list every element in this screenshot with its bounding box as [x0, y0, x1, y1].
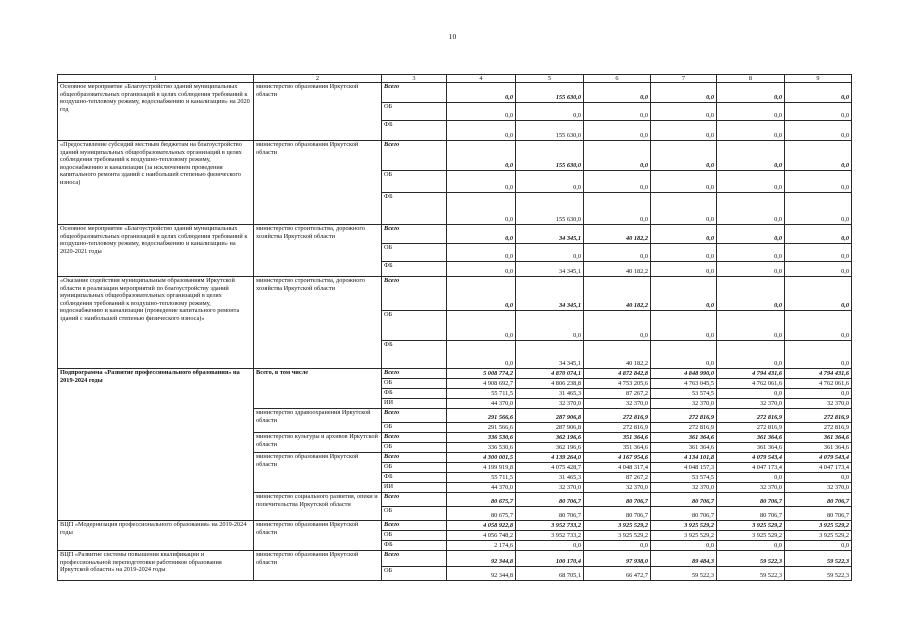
amount-cell: 32 370,0: [717, 399, 785, 409]
program-name-cell: ВЦП «Модернизация профессионального образования» на 2019-2024 годы: [58, 521, 254, 551]
amount-cell: 0,0: [651, 262, 717, 277]
amount-cell: 272 816,9: [584, 423, 651, 433]
amount-cell: 97 938,0: [584, 551, 651, 567]
amount-cell: 32 370,0: [516, 483, 584, 493]
amount-cell: 361 364,6: [717, 433, 785, 443]
amount-cell: 32 370,0: [651, 483, 717, 493]
amount-cell: 80 706,7: [651, 493, 717, 507]
amount-cell: 0,0: [651, 121, 717, 141]
funding-source-cell: ОБ: [382, 567, 447, 581]
amount-cell: 4 762 061,6: [785, 379, 852, 389]
amount-cell: 0,0: [584, 244, 651, 262]
executor-cell: министерство образования Иркутской области: [254, 141, 382, 225]
table-row: [58, 83, 852, 103]
amount-cell: 4 199 919,8: [447, 463, 516, 473]
amount-cell: 92 344,8: [447, 567, 516, 581]
executor-cell: министерство образования Иркутской области: [254, 83, 382, 141]
amount-cell: 3 925 529,2: [584, 521, 651, 531]
funding-source-cell: ОБ: [382, 311, 447, 341]
amount-cell: 0,0: [785, 121, 852, 141]
amount-cell: 4 056 748,2: [447, 531, 516, 541]
amount-cell: 272 816,9: [717, 423, 785, 433]
funding-source-cell: Всего: [382, 277, 447, 311]
amount-cell: 32 370,0: [785, 399, 852, 409]
table-row: [58, 551, 852, 567]
funding-source-cell: Всего: [382, 369, 447, 379]
amount-cell: 291 566,6: [447, 409, 516, 423]
amount-cell: 3 952 733,2: [516, 521, 584, 531]
funding-source-cell: ОБ: [382, 531, 447, 541]
amount-cell: 3 925 529,2: [651, 521, 717, 531]
amount-cell: 0,0: [447, 171, 516, 193]
funding-source-cell: ОБ: [382, 507, 447, 521]
program-name-cell: Основное мероприятие «Благоустройство зданий муниципальных общеобразовательных организаций в целях соблюдения требований к воздушно-тепловому режиму, водоснабжению и канализации» на 2020-2021 годы: [58, 225, 254, 277]
amount-cell: 4 048 317,4: [584, 463, 651, 473]
amount-cell: 0,0: [651, 541, 717, 551]
amount-cell: 5 008 774,2: [447, 369, 516, 379]
header-row: [58, 75, 852, 83]
amount-cell: 4 763 045,5: [651, 379, 717, 389]
amount-cell: 287 906,8: [516, 423, 584, 433]
funding-source-cell: ФБ: [382, 341, 447, 369]
funding-source-cell: ОБ: [382, 379, 447, 389]
funding-source-cell: Всего: [382, 521, 447, 531]
amount-cell: 0,0: [651, 341, 717, 369]
funding-source-cell: Всего: [382, 225, 447, 244]
funding-source-cell: ОБ: [382, 443, 447, 453]
amount-cell: 32 370,0: [584, 399, 651, 409]
amount-cell: 0,0: [717, 473, 785, 483]
amount-cell: 66 472,7: [584, 567, 651, 581]
amount-cell: 272 816,9: [785, 409, 852, 423]
amount-cell: 0,0: [584, 121, 651, 141]
amount-cell: 4 134 101,8: [651, 453, 717, 463]
amount-cell: 291 566,6: [447, 423, 516, 433]
amount-cell: 0,0: [651, 103, 717, 121]
table-row: [58, 369, 852, 379]
amount-cell: 0,0: [447, 103, 516, 121]
amount-cell: 0,0: [584, 171, 651, 193]
amount-cell: 0,0: [651, 141, 717, 171]
amount-cell: 287 906,8: [516, 409, 584, 423]
amount-cell: 361 364,6: [785, 433, 852, 443]
funding-source-cell: Всего: [382, 433, 447, 443]
amount-cell: 80 706,7: [717, 507, 785, 521]
amount-cell: 0,0: [516, 171, 584, 193]
amount-cell: 55 711,5: [447, 473, 516, 483]
amount-cell: 155 630,0: [516, 83, 584, 103]
amount-cell: 32 370,0: [516, 399, 584, 409]
amount-cell: 3 925 529,2: [717, 521, 785, 531]
amount-cell: 0,0: [785, 541, 852, 551]
amount-cell: 362 196,6: [516, 443, 584, 453]
amount-cell: 0,0: [584, 311, 651, 341]
funding-source-cell: ФБ: [382, 121, 447, 141]
amount-cell: 351 364,6: [584, 443, 651, 453]
header-cell: 3: [382, 75, 447, 83]
funding-source-cell: ФБ: [382, 262, 447, 277]
amount-cell: 362 196,6: [516, 433, 584, 443]
program-name-cell: Основное мероприятие «Благоустройство зданий муниципальных общеобразовательных организаций в целях соблюдения требований к воздушно-тепловому режиму, водоснабжению и канализации» на 2020 год: [58, 83, 254, 141]
amount-cell: 32 370,0: [584, 483, 651, 493]
amount-cell: 4 762 061,6: [717, 379, 785, 389]
amount-cell: 4 058 922,8: [447, 521, 516, 531]
amount-cell: 3 925 529,2: [584, 531, 651, 541]
amount-cell: 32 370,0: [651, 399, 717, 409]
amount-cell: 44 370,0: [447, 483, 516, 493]
amount-cell: 0,0: [516, 311, 584, 341]
amount-cell: 0,0: [717, 171, 785, 193]
amount-cell: 80 706,7: [516, 493, 584, 507]
header-cell: 4: [447, 75, 516, 83]
program-name-cell: Подпрограмма «Развитие профессионального образования» на 2019-2024 годы: [58, 369, 254, 521]
amount-cell: 0,0: [717, 311, 785, 341]
amount-cell: 0,0: [785, 262, 852, 277]
funding-source-cell: Всего: [382, 493, 447, 507]
header-cell: 9: [785, 75, 852, 83]
program-name-cell: «Предоставление субсидий местным бюджетам на благоустройство зданий муниципальных общеобразовательных организаций в целях соблюдения требований к воздушно-тепловому режиму, водоснабжению и канализации (за исключением проведения капитального ремонта зданий с наибольшей степенью физического износа): [58, 141, 254, 225]
table-row: [58, 277, 852, 311]
funding-source-cell: Всего: [382, 409, 447, 423]
program-name-cell: ВЦП «Развитие системы повышения квалификации и профессиональной переподготовки работников образования Иркутской области» на 2019-2024 годы: [58, 551, 254, 581]
amount-cell: 4 870 074,1: [516, 369, 584, 379]
amount-cell: 361 364,6: [651, 443, 717, 453]
amount-cell: 0,0: [717, 225, 785, 244]
amount-cell: 0,0: [651, 193, 717, 225]
amount-cell: 272 816,9: [717, 409, 785, 423]
amount-cell: 92 344,8: [447, 551, 516, 567]
amount-cell: 0,0: [447, 244, 516, 262]
amount-cell: 0,0: [584, 193, 651, 225]
amount-cell: 0,0: [717, 141, 785, 171]
amount-cell: 0,0: [785, 244, 852, 262]
amount-cell: 53 574,5: [651, 473, 717, 483]
funding-source-cell: ФБ: [382, 541, 447, 551]
amount-cell: 0,0: [785, 141, 852, 171]
executor-cell: министерство социального развития, опеки и попечительства Иркутской области: [254, 493, 382, 521]
amount-cell: 68 705,1: [516, 567, 584, 581]
amount-cell: 272 816,9: [584, 409, 651, 423]
amount-cell: 40 182,2: [584, 341, 651, 369]
amount-cell: 0,0: [717, 389, 785, 399]
amount-cell: 4 079 543,4: [717, 453, 785, 463]
amount-cell: 32 370,0: [785, 483, 852, 493]
executor-cell: министерство строительства, дорожного хозяйства Иркутской области: [254, 225, 382, 277]
amount-cell: 0,0: [785, 193, 852, 225]
amount-cell: 0,0: [651, 171, 717, 193]
amount-cell: 0,0: [785, 311, 852, 341]
amount-cell: 155 630,0: [516, 121, 584, 141]
amount-cell: 0,0: [447, 225, 516, 244]
amount-cell: 31 465,3: [516, 389, 584, 399]
table-row: [58, 225, 852, 244]
amount-cell: 272 816,9: [785, 423, 852, 433]
amount-cell: 53 574,5: [651, 389, 717, 399]
amount-cell: 80 706,7: [651, 507, 717, 521]
amount-cell: 0,0: [717, 83, 785, 103]
amount-cell: 4 908 692,7: [447, 379, 516, 389]
amount-cell: 0,0: [447, 141, 516, 171]
amount-cell: 0,0: [584, 141, 651, 171]
amount-cell: 80 675,7: [447, 493, 516, 507]
amount-cell: 3 925 529,2: [785, 521, 852, 531]
amount-cell: 4 075 428,7: [516, 463, 584, 473]
funding-source-cell: ИИ: [382, 483, 447, 493]
amount-cell: 80 675,7: [447, 507, 516, 521]
amount-cell: 336 530,6: [447, 433, 516, 443]
amount-cell: 4 139 264,0: [516, 453, 584, 463]
amount-cell: 80 706,7: [785, 507, 852, 521]
amount-cell: 80 706,7: [584, 507, 651, 521]
amount-cell: 0,0: [651, 83, 717, 103]
amount-cell: 55 711,5: [447, 389, 516, 399]
executor-cell: Всего, в том числе: [254, 369, 382, 409]
amount-cell: 155 630,0: [516, 141, 584, 171]
amount-cell: 0,0: [584, 103, 651, 121]
amount-cell: 0,0: [447, 83, 516, 103]
table-row: [58, 141, 852, 171]
amount-cell: 0,0: [651, 244, 717, 262]
amount-cell: 4 167 954,6: [584, 453, 651, 463]
amount-cell: 87 267,2: [584, 473, 651, 483]
amount-cell: 4 753 205,6: [584, 379, 651, 389]
executor-cell: министерство здравоохранения Иркутской области: [254, 409, 382, 433]
amount-cell: 87 267,2: [584, 389, 651, 399]
amount-cell: 31 465,3: [516, 473, 584, 483]
amount-cell: 0,0: [785, 171, 852, 193]
amount-cell: 0,0: [447, 311, 516, 341]
amount-cell: 0,0: [717, 103, 785, 121]
amount-cell: 155 630,0: [516, 193, 584, 225]
amount-cell: 0,0: [717, 277, 785, 311]
funding-source-cell: ОБ: [382, 103, 447, 121]
executor-cell: министерство образования Иркутской области: [254, 551, 382, 581]
amount-cell: 3 925 529,2: [785, 531, 852, 541]
amount-cell: 0,0: [785, 225, 852, 244]
amount-cell: 336 530,6: [447, 443, 516, 453]
amount-cell: 0,0: [717, 193, 785, 225]
funding-source-cell: Всего: [382, 83, 447, 103]
amount-cell: 0,0: [447, 262, 516, 277]
amount-cell: 4 300 001,5: [447, 453, 516, 463]
amount-cell: 3 952 733,2: [516, 531, 584, 541]
amount-cell: 44 370,0: [447, 399, 516, 409]
funding-source-cell: ФБ: [382, 473, 447, 483]
amount-cell: 80 706,7: [717, 493, 785, 507]
header-cell: 6: [584, 75, 651, 83]
funding-source-cell: ОБ: [382, 171, 447, 193]
amount-cell: 4 794 431,6: [785, 369, 852, 379]
amount-cell: 40 182,2: [584, 225, 651, 244]
amount-cell: 0,0: [785, 83, 852, 103]
amount-cell: 0,0: [785, 473, 852, 483]
table-row: [58, 521, 852, 531]
funding-source-cell: ФБ: [382, 389, 447, 399]
amount-cell: 4 848 990,0: [651, 369, 717, 379]
amount-cell: 4 794 431,6: [717, 369, 785, 379]
amount-cell: 2 174,6: [447, 541, 516, 551]
amount-cell: 4 872 842,8: [584, 369, 651, 379]
amount-cell: 0,0: [447, 277, 516, 311]
amount-cell: 0,0: [447, 121, 516, 141]
amount-cell: 89 484,3: [651, 551, 717, 567]
header-cell: 8: [717, 75, 785, 83]
amount-cell: 34 345,1: [516, 341, 584, 369]
amount-cell: 0,0: [584, 541, 651, 551]
amount-cell: 80 706,7: [516, 507, 584, 521]
amount-cell: 0,0: [717, 121, 785, 141]
amount-cell: 3 925 529,2: [717, 531, 785, 541]
amount-cell: 80 706,7: [584, 493, 651, 507]
amount-cell: 351 364,6: [584, 433, 651, 443]
amount-cell: 0,0: [785, 341, 852, 369]
amount-cell: 0,0: [447, 341, 516, 369]
executor-cell: министерство культуры и архивов Иркутской области: [254, 433, 382, 453]
funding-source-cell: ФБ: [382, 193, 447, 225]
amount-cell: 361 364,6: [651, 433, 717, 443]
funding-source-cell: ОБ: [382, 463, 447, 473]
amount-cell: 0,0: [516, 244, 584, 262]
amount-cell: 4 079 543,4: [785, 453, 852, 463]
amount-cell: 0,0: [717, 341, 785, 369]
executor-cell: министерство образования Иркутской области: [254, 521, 382, 551]
amount-cell: 0,0: [584, 83, 651, 103]
amount-cell: 80 706,7: [785, 493, 852, 507]
amount-cell: 272 816,9: [651, 423, 717, 433]
funding-source-cell: ОБ: [382, 244, 447, 262]
amount-cell: 4 806 238,8: [516, 379, 584, 389]
amount-cell: 59 522,3: [717, 551, 785, 567]
header-cell: 1: [58, 75, 254, 83]
amount-cell: 0,0: [717, 244, 785, 262]
amount-cell: 0,0: [785, 389, 852, 399]
amount-cell: 272 816,9: [651, 409, 717, 423]
amount-cell: 0,0: [516, 103, 584, 121]
amount-cell: 0,0: [717, 262, 785, 277]
amount-cell: 0,0: [785, 277, 852, 311]
amount-cell: 0,0: [516, 541, 584, 551]
amount-cell: 59 522,3: [717, 567, 785, 581]
funding-table: [57, 74, 852, 581]
page-number: 10: [448, 32, 457, 41]
funding-source-cell: ОБ: [382, 423, 447, 433]
amount-cell: 0,0: [651, 225, 717, 244]
amount-cell: 100 170,4: [516, 551, 584, 567]
funding-source-cell: Всего: [382, 453, 447, 463]
amount-cell: 34 345,1: [516, 225, 584, 244]
executor-cell: министерство образования Иркутской области: [254, 453, 382, 493]
amount-cell: 4 048 157,3: [651, 463, 717, 473]
amount-cell: 59 522,3: [651, 567, 717, 581]
header-cell: 7: [651, 75, 717, 83]
funding-source-cell: Всего: [382, 141, 447, 171]
executor-cell: министерство строительства, дорожного хозяйства Иркутской области: [254, 277, 382, 369]
amount-cell: 4 047 173,4: [717, 463, 785, 473]
amount-cell: 34 345,1: [516, 277, 584, 311]
amount-cell: 32 370,0: [717, 483, 785, 493]
amount-cell: 4 047 173,4: [785, 463, 852, 473]
amount-cell: 361 364,6: [717, 443, 785, 453]
amount-cell: 0,0: [785, 103, 852, 121]
amount-cell: 361 364,6: [785, 443, 852, 453]
amount-cell: 0,0: [651, 311, 717, 341]
amount-cell: 3 925 529,2: [651, 531, 717, 541]
amount-cell: 59 522,3: [785, 567, 852, 581]
program-name-cell: «Оказание содействия муниципальным образованиям Иркутской области в реализации мероприятий по благоустройству зданий муниципальных общеобразовательных организаций в целях соблюдения требований к воздушно-тепловому режиму, водоснабжению и канализации (проведение капитального ремонта зданий с наибольшей степенью физического износа)»: [58, 277, 254, 369]
funding-source-cell: ИИ: [382, 399, 447, 409]
amount-cell: 0,0: [717, 541, 785, 551]
amount-cell: 40 182,2: [584, 262, 651, 277]
amount-cell: 40 182,2: [584, 277, 651, 311]
amount-cell: 59 522,3: [785, 551, 852, 567]
amount-cell: 0,0: [651, 277, 717, 311]
amount-cell: 34 345,1: [516, 262, 584, 277]
funding-source-cell: Всего: [382, 551, 447, 567]
header-cell: 2: [254, 75, 382, 83]
header-cell: 5: [516, 75, 584, 83]
amount-cell: 0,0: [447, 193, 516, 225]
